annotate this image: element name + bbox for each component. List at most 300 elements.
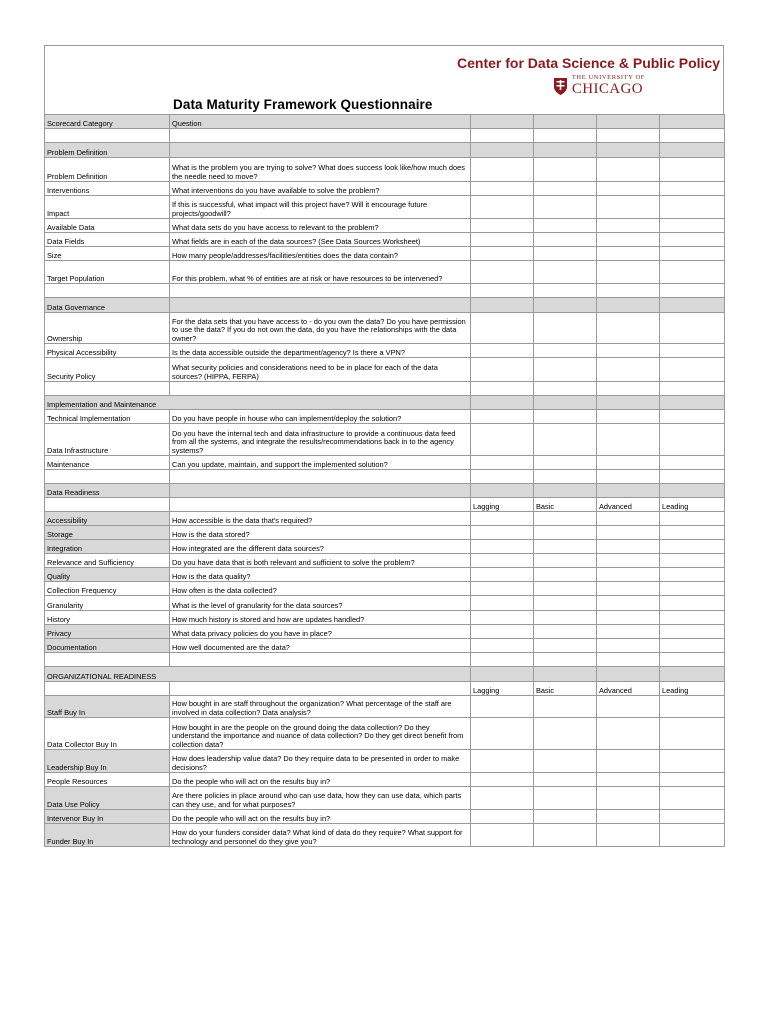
empty-cell bbox=[170, 284, 471, 298]
empty-cell bbox=[471, 824, 534, 847]
empty-cell bbox=[660, 750, 725, 773]
category-cell: Interventions bbox=[45, 182, 170, 196]
question-cell: How many people/addresses/facilities/entities does the data contain? bbox=[170, 247, 471, 261]
blank-row bbox=[45, 653, 725, 667]
empty-cell bbox=[170, 129, 471, 143]
empty-cell bbox=[660, 824, 725, 847]
table-row bbox=[45, 261, 725, 284]
question-cell: What is the problem you are trying to solve? What does success look like/how much does the needle need to move? bbox=[170, 158, 471, 182]
empty-cell bbox=[660, 129, 725, 143]
table-row bbox=[45, 625, 725, 639]
empty-cell bbox=[534, 718, 597, 750]
empty-cell bbox=[534, 456, 597, 470]
empty-cell bbox=[534, 358, 597, 382]
empty-cell bbox=[660, 219, 725, 233]
empty-cell bbox=[45, 653, 170, 667]
empty-cell bbox=[534, 484, 597, 498]
table-row bbox=[45, 611, 725, 625]
table-row bbox=[45, 424, 725, 456]
empty-cell bbox=[597, 129, 660, 143]
question-cell: Are there policies in place around who can use data, how they can use data, which parts can they use, and for what purposes? bbox=[170, 787, 471, 810]
question-cell: Can you update, maintain, and support the implemented solution? bbox=[170, 456, 471, 470]
empty-cell bbox=[660, 424, 725, 456]
category-cell: Ownership bbox=[45, 313, 170, 344]
empty-cell bbox=[660, 582, 725, 596]
empty-cell bbox=[660, 470, 725, 484]
empty-cell bbox=[534, 596, 597, 611]
empty-cell bbox=[597, 750, 660, 773]
level-header: Leading bbox=[660, 682, 725, 696]
question-cell: How accessible is the data that's required? bbox=[170, 512, 471, 526]
empty-cell bbox=[534, 261, 597, 284]
category-cell: Size bbox=[45, 247, 170, 261]
empty-cell bbox=[660, 396, 725, 410]
question-cell: How do your funders consider data? What kind of data do they require? What support for technology and personnel do they give you? bbox=[170, 824, 471, 847]
empty-cell bbox=[534, 582, 597, 596]
empty-cell bbox=[471, 424, 534, 456]
category-cell: Physical Accessibility bbox=[45, 344, 170, 358]
category-cell: Documentation bbox=[45, 639, 170, 653]
empty-cell bbox=[597, 484, 660, 498]
empty-cell bbox=[597, 625, 660, 639]
empty-cell bbox=[597, 410, 660, 424]
empty-cell bbox=[471, 219, 534, 233]
empty-cell bbox=[471, 382, 534, 396]
section-title: Implementation and Maintenance bbox=[45, 396, 471, 410]
table-row bbox=[45, 196, 725, 219]
question-cell: How is the data quality? bbox=[170, 568, 471, 582]
empty-cell bbox=[597, 810, 660, 824]
empty-cell bbox=[597, 424, 660, 456]
empty-cell bbox=[471, 639, 534, 653]
empty-cell bbox=[597, 611, 660, 625]
question-cell: What data sets do you have access to relevant to the problem? bbox=[170, 219, 471, 233]
section-row bbox=[45, 667, 725, 682]
section-title: Problem Definition bbox=[45, 143, 170, 158]
empty-cell bbox=[534, 115, 597, 129]
empty-cell bbox=[534, 219, 597, 233]
table-row bbox=[45, 750, 725, 773]
empty-cell bbox=[534, 233, 597, 247]
table-row bbox=[45, 512, 725, 526]
question-cell: What security policies and considerations need to be in place for each of the data sources? (HIPPA, FERPA) bbox=[170, 358, 471, 382]
section-row bbox=[45, 484, 725, 498]
question-cell: How integrated are the different data sources? bbox=[170, 540, 471, 554]
spreadsheet bbox=[44, 45, 724, 847]
empty-cell bbox=[170, 498, 471, 512]
empty-cell bbox=[471, 512, 534, 526]
table-row bbox=[45, 639, 725, 653]
table-row bbox=[45, 182, 725, 196]
empty-cell bbox=[660, 382, 725, 396]
empty-cell bbox=[471, 344, 534, 358]
category-cell: Target Population bbox=[45, 261, 170, 284]
empty-cell bbox=[660, 261, 725, 284]
table-row bbox=[45, 773, 725, 787]
empty-cell bbox=[471, 158, 534, 182]
empty-cell bbox=[534, 773, 597, 787]
empty-cell bbox=[471, 115, 534, 129]
empty-cell bbox=[471, 284, 534, 298]
category-cell: Data Use Policy bbox=[45, 787, 170, 810]
university-big-text: CHICAGO bbox=[571, 80, 643, 97]
empty-cell bbox=[534, 410, 597, 424]
question-cell: If this is successful, what impact will this project have? Will it encourage future projects/goodwill? bbox=[170, 196, 471, 219]
section-row bbox=[45, 396, 725, 410]
question-cell: How bought in are the people on the ground doing the data collection? Do they understand the importance and nuance of data collection? Do they get direct benefit from collection data? bbox=[170, 718, 471, 750]
level-header: Basic bbox=[534, 498, 597, 512]
table-row bbox=[45, 568, 725, 582]
empty-cell bbox=[597, 824, 660, 847]
empty-cell bbox=[471, 470, 534, 484]
empty-cell bbox=[471, 554, 534, 568]
empty-cell bbox=[471, 261, 534, 284]
empty-cell bbox=[471, 396, 534, 410]
empty-cell bbox=[597, 396, 660, 410]
blank-row bbox=[45, 470, 725, 484]
empty-cell bbox=[471, 653, 534, 667]
empty-cell bbox=[660, 526, 725, 540]
empty-cell bbox=[660, 625, 725, 639]
empty-cell bbox=[471, 696, 534, 718]
empty-cell bbox=[660, 540, 725, 554]
empty-cell bbox=[660, 611, 725, 625]
table-row bbox=[45, 456, 725, 470]
empty-cell bbox=[597, 344, 660, 358]
empty-cell bbox=[597, 143, 660, 158]
empty-cell bbox=[170, 682, 471, 696]
level-header-row bbox=[45, 682, 725, 696]
empty-cell bbox=[660, 284, 725, 298]
question-cell: What interventions do you have available to solve the problem? bbox=[170, 182, 471, 196]
level-header: Leading bbox=[660, 498, 725, 512]
empty-cell bbox=[534, 787, 597, 810]
question-cell: How is the data stored? bbox=[170, 526, 471, 540]
empty-cell bbox=[660, 344, 725, 358]
empty-cell bbox=[534, 639, 597, 653]
empty-cell bbox=[471, 456, 534, 470]
empty-cell bbox=[471, 611, 534, 625]
empty-cell bbox=[597, 456, 660, 470]
empty-cell bbox=[660, 233, 725, 247]
empty-cell bbox=[471, 526, 534, 540]
empty-cell bbox=[597, 696, 660, 718]
category-cell: Data Fields bbox=[45, 233, 170, 247]
category-cell: Storage bbox=[45, 526, 170, 540]
empty-cell bbox=[170, 143, 471, 158]
empty-cell bbox=[597, 596, 660, 611]
empty-cell bbox=[660, 456, 725, 470]
category-cell: Technical Implementation bbox=[45, 410, 170, 424]
empty-cell bbox=[597, 219, 660, 233]
empty-cell bbox=[597, 582, 660, 596]
table-row bbox=[45, 247, 725, 261]
empty-cell bbox=[471, 247, 534, 261]
category-cell: Problem Definition bbox=[45, 158, 170, 182]
empty-cell bbox=[534, 143, 597, 158]
empty-cell bbox=[597, 358, 660, 382]
category-cell: Accessibility bbox=[45, 512, 170, 526]
empty-cell bbox=[597, 115, 660, 129]
empty-cell bbox=[597, 526, 660, 540]
empty-cell bbox=[660, 810, 725, 824]
question-cell: What data privacy policies do you have in place? bbox=[170, 625, 471, 639]
column-header-row bbox=[45, 115, 725, 129]
category-cell: Relevance and Sufficiency bbox=[45, 554, 170, 568]
empty-cell bbox=[170, 484, 471, 498]
blank-row bbox=[45, 284, 725, 298]
empty-cell bbox=[45, 382, 170, 396]
blank-row bbox=[45, 382, 725, 396]
table-row bbox=[45, 696, 725, 718]
empty-cell bbox=[660, 568, 725, 582]
empty-cell bbox=[597, 540, 660, 554]
empty-cell bbox=[660, 182, 725, 196]
empty-cell bbox=[534, 653, 597, 667]
question-cell: What is the level of granularity for the data sources? bbox=[170, 596, 471, 611]
level-header: Basic bbox=[534, 682, 597, 696]
table-row bbox=[45, 582, 725, 596]
empty-cell bbox=[534, 470, 597, 484]
empty-cell bbox=[471, 182, 534, 196]
empty-cell bbox=[45, 682, 170, 696]
empty-cell bbox=[660, 484, 725, 498]
category-cell: Staff Buy In bbox=[45, 696, 170, 718]
category-cell: Data Collector Buy In bbox=[45, 718, 170, 750]
empty-cell bbox=[471, 568, 534, 582]
empty-cell bbox=[534, 396, 597, 410]
empty-cell bbox=[534, 344, 597, 358]
empty-cell bbox=[534, 696, 597, 718]
question-cell: For this problem, what % of entities are at risk or have resources to be intervened? bbox=[170, 261, 471, 284]
empty-cell bbox=[471, 750, 534, 773]
table-row bbox=[45, 554, 725, 568]
empty-cell bbox=[534, 526, 597, 540]
university-logo bbox=[553, 75, 645, 97]
table-row bbox=[45, 358, 725, 382]
section-title: Data Governance bbox=[45, 298, 170, 313]
category-cell: Leadership Buy In bbox=[45, 750, 170, 773]
empty-cell bbox=[534, 824, 597, 847]
empty-cell bbox=[471, 410, 534, 424]
empty-cell bbox=[660, 247, 725, 261]
empty-cell bbox=[471, 773, 534, 787]
empty-cell bbox=[45, 284, 170, 298]
table-row bbox=[45, 810, 725, 824]
empty-cell bbox=[660, 358, 725, 382]
table-row bbox=[45, 540, 725, 554]
empty-cell bbox=[597, 158, 660, 182]
empty-cell bbox=[597, 196, 660, 219]
question-cell: For the data sets that you have access to - do you own the data? Do you have permission to use the data? If you do not own the data, do you have the relationships with the data owner? bbox=[170, 313, 471, 344]
table-row bbox=[45, 787, 725, 810]
empty-cell bbox=[471, 484, 534, 498]
empty-cell bbox=[534, 313, 597, 344]
empty-cell bbox=[660, 313, 725, 344]
empty-cell bbox=[597, 512, 660, 526]
sheet-header bbox=[44, 45, 724, 114]
table-row bbox=[45, 158, 725, 182]
table-row bbox=[45, 233, 725, 247]
questionnaire-table bbox=[44, 114, 725, 847]
table-row bbox=[45, 313, 725, 344]
empty-cell bbox=[597, 667, 660, 682]
category-cell: Security Policy bbox=[45, 358, 170, 382]
question-cell: How much history is stored and how are updates handled? bbox=[170, 611, 471, 625]
empty-cell bbox=[534, 382, 597, 396]
empty-cell bbox=[660, 787, 725, 810]
category-cell: Granularity bbox=[45, 596, 170, 611]
table-row bbox=[45, 526, 725, 540]
empty-cell bbox=[660, 718, 725, 750]
question-cell: How often is the data collected? bbox=[170, 582, 471, 596]
category-cell: Data Infrastructure bbox=[45, 424, 170, 456]
level-header-row bbox=[45, 498, 725, 512]
empty-cell bbox=[471, 540, 534, 554]
empty-cell bbox=[660, 554, 725, 568]
empty-cell bbox=[660, 653, 725, 667]
empty-cell bbox=[471, 143, 534, 158]
empty-cell bbox=[170, 470, 471, 484]
shield-icon bbox=[553, 77, 568, 96]
category-cell: Intervenor Buy In bbox=[45, 810, 170, 824]
center-name: Center for Data Science & Public Policy bbox=[457, 55, 720, 71]
empty-cell bbox=[471, 582, 534, 596]
section-row bbox=[45, 298, 725, 313]
section-title: ORGANIZATIONAL READINESS bbox=[45, 667, 471, 682]
page-title: Data Maturity Framework Questionnaire bbox=[173, 97, 433, 112]
empty-cell bbox=[471, 787, 534, 810]
question-cell: What fields are in each of the data sources? (See Data Sources Worksheet) bbox=[170, 233, 471, 247]
empty-cell bbox=[170, 382, 471, 396]
empty-cell bbox=[660, 158, 725, 182]
empty-cell bbox=[534, 284, 597, 298]
empty-cell bbox=[534, 625, 597, 639]
question-cell: How bought in are staff throughout the organization? What percentage of the staff are involved in data collection? Data analysis? bbox=[170, 696, 471, 718]
question-cell: Do the people who will act on the results buy in? bbox=[170, 773, 471, 787]
table-row bbox=[45, 824, 725, 847]
empty-cell bbox=[170, 653, 471, 667]
empty-cell bbox=[471, 718, 534, 750]
empty-cell bbox=[597, 568, 660, 582]
question-cell: How does leadership value data? Do they require data to be presented in order to make decisions? bbox=[170, 750, 471, 773]
empty-cell bbox=[534, 196, 597, 219]
empty-cell bbox=[534, 667, 597, 682]
level-header: Advanced bbox=[597, 682, 660, 696]
table-row bbox=[45, 219, 725, 233]
empty-cell bbox=[471, 667, 534, 682]
level-header: Lagging bbox=[471, 682, 534, 696]
question-cell: Do you have people in house who can implement/deploy the solution? bbox=[170, 410, 471, 424]
empty-cell bbox=[45, 129, 170, 143]
empty-cell bbox=[534, 298, 597, 313]
category-cell: Maintenance bbox=[45, 456, 170, 470]
empty-cell bbox=[534, 129, 597, 143]
empty-cell bbox=[534, 424, 597, 456]
empty-cell bbox=[597, 233, 660, 247]
category-cell: Funder Buy In bbox=[45, 824, 170, 847]
question-cell: How well documented are the data? bbox=[170, 639, 471, 653]
empty-cell bbox=[660, 696, 725, 718]
empty-cell bbox=[534, 158, 597, 182]
empty-cell bbox=[45, 470, 170, 484]
question-cell: Is the data accessible outside the department/agency? Is there a VPN? bbox=[170, 344, 471, 358]
table-row bbox=[45, 718, 725, 750]
empty-cell bbox=[660, 639, 725, 653]
empty-cell bbox=[660, 143, 725, 158]
empty-cell bbox=[597, 298, 660, 313]
empty-cell bbox=[471, 596, 534, 611]
category-cell: Quality bbox=[45, 568, 170, 582]
table-row bbox=[45, 596, 725, 611]
question-cell: Do the people who will act on the results buy in? bbox=[170, 810, 471, 824]
column-header: Question bbox=[170, 115, 471, 129]
section-row bbox=[45, 143, 725, 158]
empty-cell bbox=[660, 512, 725, 526]
table-row bbox=[45, 344, 725, 358]
empty-cell bbox=[597, 247, 660, 261]
empty-cell bbox=[597, 773, 660, 787]
empty-cell bbox=[534, 512, 597, 526]
level-header: Advanced bbox=[597, 498, 660, 512]
empty-cell bbox=[660, 596, 725, 611]
empty-cell bbox=[597, 718, 660, 750]
empty-cell bbox=[597, 470, 660, 484]
empty-cell bbox=[597, 787, 660, 810]
empty-cell bbox=[597, 639, 660, 653]
empty-cell bbox=[660, 298, 725, 313]
empty-cell bbox=[534, 540, 597, 554]
empty-cell bbox=[45, 498, 170, 512]
empty-cell bbox=[471, 196, 534, 219]
empty-cell bbox=[660, 410, 725, 424]
empty-cell bbox=[170, 298, 471, 313]
section-title: Data Readiness bbox=[45, 484, 170, 498]
category-cell: People Resources bbox=[45, 773, 170, 787]
empty-cell bbox=[471, 810, 534, 824]
empty-cell bbox=[534, 182, 597, 196]
empty-cell bbox=[597, 182, 660, 196]
empty-cell bbox=[660, 196, 725, 219]
empty-cell bbox=[534, 750, 597, 773]
column-header: Scorecard Category bbox=[45, 115, 170, 129]
empty-cell bbox=[471, 625, 534, 639]
empty-cell bbox=[597, 382, 660, 396]
category-cell: History bbox=[45, 611, 170, 625]
empty-cell bbox=[597, 284, 660, 298]
question-cell: Do you have the internal tech and data infrastructure to provide a continuous data feed from all the systems, and integrate the results/recommendations back in to the agency systems? bbox=[170, 424, 471, 456]
empty-cell bbox=[471, 233, 534, 247]
empty-cell bbox=[597, 653, 660, 667]
empty-cell bbox=[471, 129, 534, 143]
category-cell: Impact bbox=[45, 196, 170, 219]
category-cell: Integration bbox=[45, 540, 170, 554]
empty-cell bbox=[597, 261, 660, 284]
empty-cell bbox=[534, 611, 597, 625]
empty-cell bbox=[534, 554, 597, 568]
category-cell: Available Data bbox=[45, 219, 170, 233]
level-header: Lagging bbox=[471, 498, 534, 512]
empty-cell bbox=[660, 115, 725, 129]
university-small-text: THE UNIVERSITY OF bbox=[571, 74, 645, 82]
category-cell: Privacy bbox=[45, 625, 170, 639]
empty-cell bbox=[660, 773, 725, 787]
empty-cell bbox=[534, 247, 597, 261]
empty-cell bbox=[534, 568, 597, 582]
category-cell: Collection Frequency bbox=[45, 582, 170, 596]
empty-cell bbox=[471, 313, 534, 344]
blank-row bbox=[45, 129, 725, 143]
